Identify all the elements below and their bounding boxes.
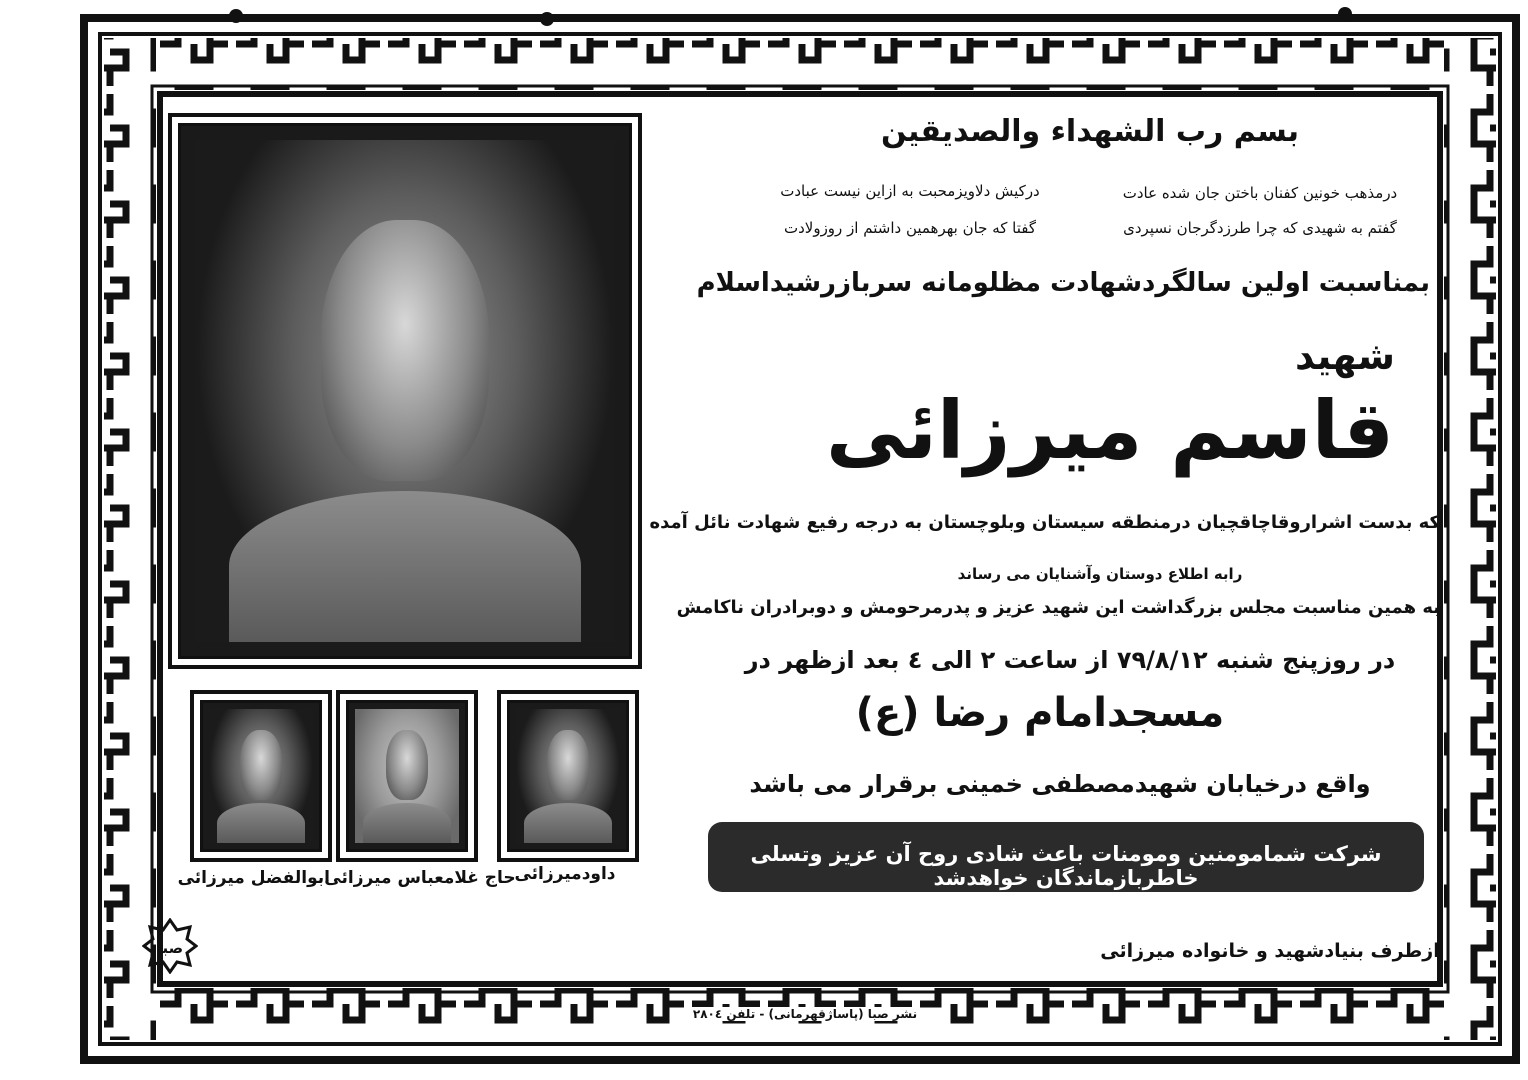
- circumstance-line: که بدست اشراروقاچاقچیان درمنطقه سیستان وبلوچستان به درجه رفیع شهادت نائل آمده: [649, 512, 1440, 533]
- ceremony-line: به همین مناسبت مجلس بزرگداشت این شهید عزیز و پدرمرحومش و دوبرادران ناکامش: [676, 597, 1440, 618]
- attendance-banner: [708, 822, 1424, 892]
- venue-line: مسجدامام رضا (ع): [855, 690, 1225, 736]
- family-photo-davood: [507, 700, 629, 852]
- photo-shoulders: [524, 803, 611, 843]
- bismillah-heading: بسم رب الشهداء والصدیقین: [880, 114, 1300, 149]
- photo-face: [386, 730, 428, 800]
- martyr-title: شهید: [1295, 334, 1395, 378]
- martyr-portrait: [178, 123, 632, 659]
- poem-line2-right: گفتم به شهیدی که چرا طرزدگرجان نسپردی: [1123, 219, 1397, 237]
- occasion-line: بمناسبت اولین سالگردشهادت مظلومانه سربازرشیداسلام: [696, 268, 1430, 298]
- poem-line2-left: گفتا که جان بهرهمین داشتم از روزولادت: [783, 219, 1037, 237]
- photo-face: [547, 730, 589, 800]
- date-time-line: در روزپنج شنبه ۷۹/۸/۱۲ از ساعت ۲ الی ٤ بعد ازظهر در: [744, 646, 1396, 674]
- publisher-line: نشر صبا (پاساژقهرمانی) - تلفن ۲۸۰٤: [690, 1007, 920, 1021]
- photo-shoulders: [363, 803, 450, 843]
- family-name-davood: داودمیرزائی: [514, 864, 616, 884]
- portrait-face: [321, 220, 489, 481]
- family-photo-abolfazl: [200, 700, 322, 852]
- punch-hole: [540, 12, 554, 26]
- martyr-name: قاسم میرزائی: [825, 384, 1395, 477]
- photo-face: [240, 730, 282, 800]
- photo-image: [209, 709, 313, 843]
- logo-text: صبا: [156, 939, 184, 957]
- photo-image: [516, 709, 620, 843]
- from-line: ازطرف بنیادشهید و خانواده میرزائی: [1100, 940, 1440, 962]
- family-name-gholamabbas: حاج غلامعباس میرزائی: [324, 868, 516, 888]
- portrait-shoulders: [229, 491, 582, 642]
- inform-line: رابه اطلاع دوستان وآشنایان می رساند: [957, 565, 1243, 583]
- punch-hole: [229, 9, 243, 23]
- punch-hole: [1338, 7, 1352, 21]
- banner-text: شرکت شمامومنین ومومنات باعث شادی روح آن عزیز وتسلی خاطربازماندگان خواهدشد: [750, 842, 1382, 890]
- address-line: واقع درخیابان شهیدمصطفی خمینی برقرار می باشد: [749, 770, 1371, 798]
- poem-line1-right: درمذهب خونین کفنان باختن جان شده عادت: [1122, 184, 1398, 202]
- photo-image: [355, 709, 459, 843]
- saba-logo: [142, 918, 198, 974]
- poem-line1-left: درکیش دلاویزمحبت به ازاین نیست عبادت: [780, 182, 1040, 200]
- family-name-abolfazl: ابوالفضل میرزائی: [177, 868, 330, 888]
- portrait-image: [195, 140, 615, 642]
- family-photo-gholamabbas: [346, 700, 468, 852]
- photo-shoulders: [217, 803, 304, 843]
